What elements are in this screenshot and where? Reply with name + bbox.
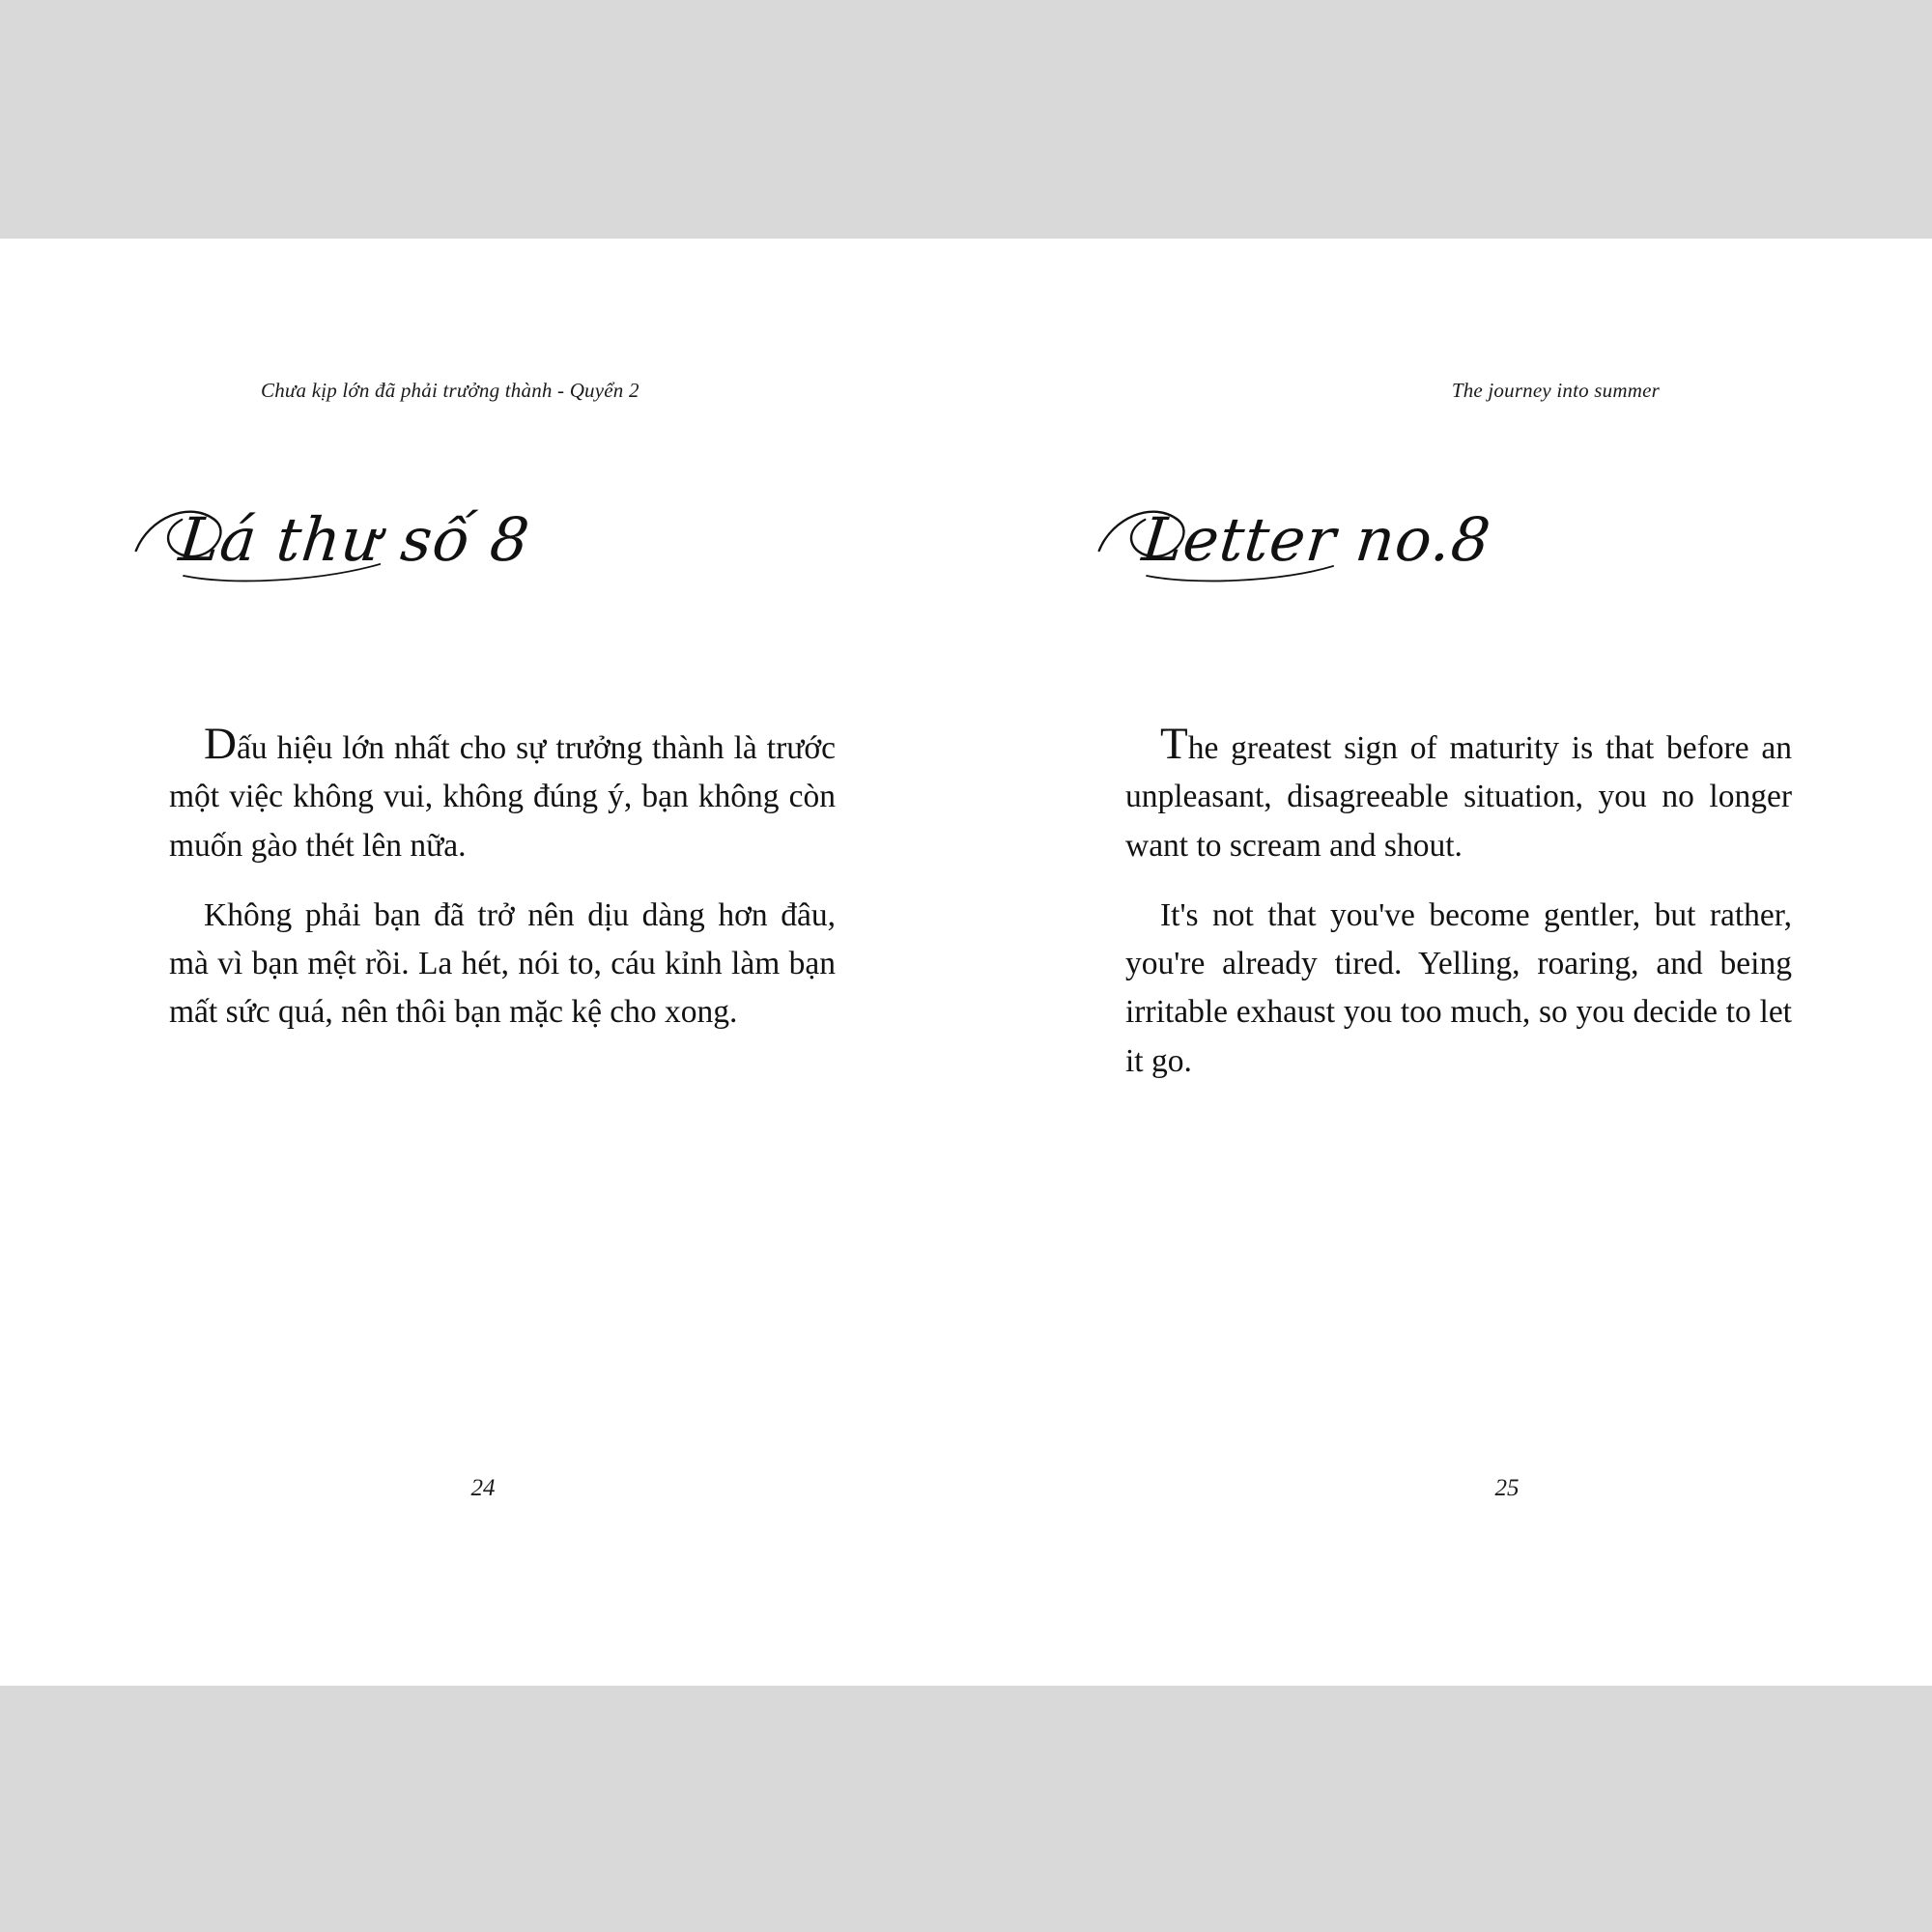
page-number-left: 24 xyxy=(470,1475,496,1501)
page-container xyxy=(0,239,1932,1686)
running-head-right: The journey into summer xyxy=(1451,379,1660,402)
book-spread xyxy=(0,239,1932,1686)
running-head-left: Chưa kịp lớn đã phải trưởng thành - Quyển 2 xyxy=(261,379,639,402)
paragraph: The greatest sign of maturity is that before an unpleasant, disagreeable situation, you no longer want to scream and shout. xyxy=(1125,719,1792,864)
paragraph: It's not that you've become gentler, but rather, you're already tired. Yelling, roaring, and being irritable exhaust you too much, so you decide to let it go. xyxy=(1125,896,1792,1079)
letter-title-right-text: Letter no.8 xyxy=(1139,504,1494,575)
letter-title-left xyxy=(176,504,533,575)
letter-title-left-text: Lá thư số 8 xyxy=(176,504,534,575)
body-text-left xyxy=(169,719,836,1037)
page-right xyxy=(966,239,1932,1686)
paragraph: Không phải bạn đã trở nên dịu dàng hơn đâu, mà vì bạn mệt rồi. La hét, nói to, cáu kỉnh làm bạn mất sức quá, nên thôi bạn mặc kệ cho xong. xyxy=(169,896,836,1031)
paragraph: Dấu hiệu lớn nhất cho sự trưởng thành là trước một việc không vui, không đúng ý, bạn không còn muốn gào thét lên nữa. xyxy=(169,719,836,864)
page-left xyxy=(0,239,966,1686)
letter-title-right xyxy=(1139,504,1494,575)
page-number-right: 25 xyxy=(1494,1475,1520,1501)
body-text-right xyxy=(1125,719,1792,1086)
